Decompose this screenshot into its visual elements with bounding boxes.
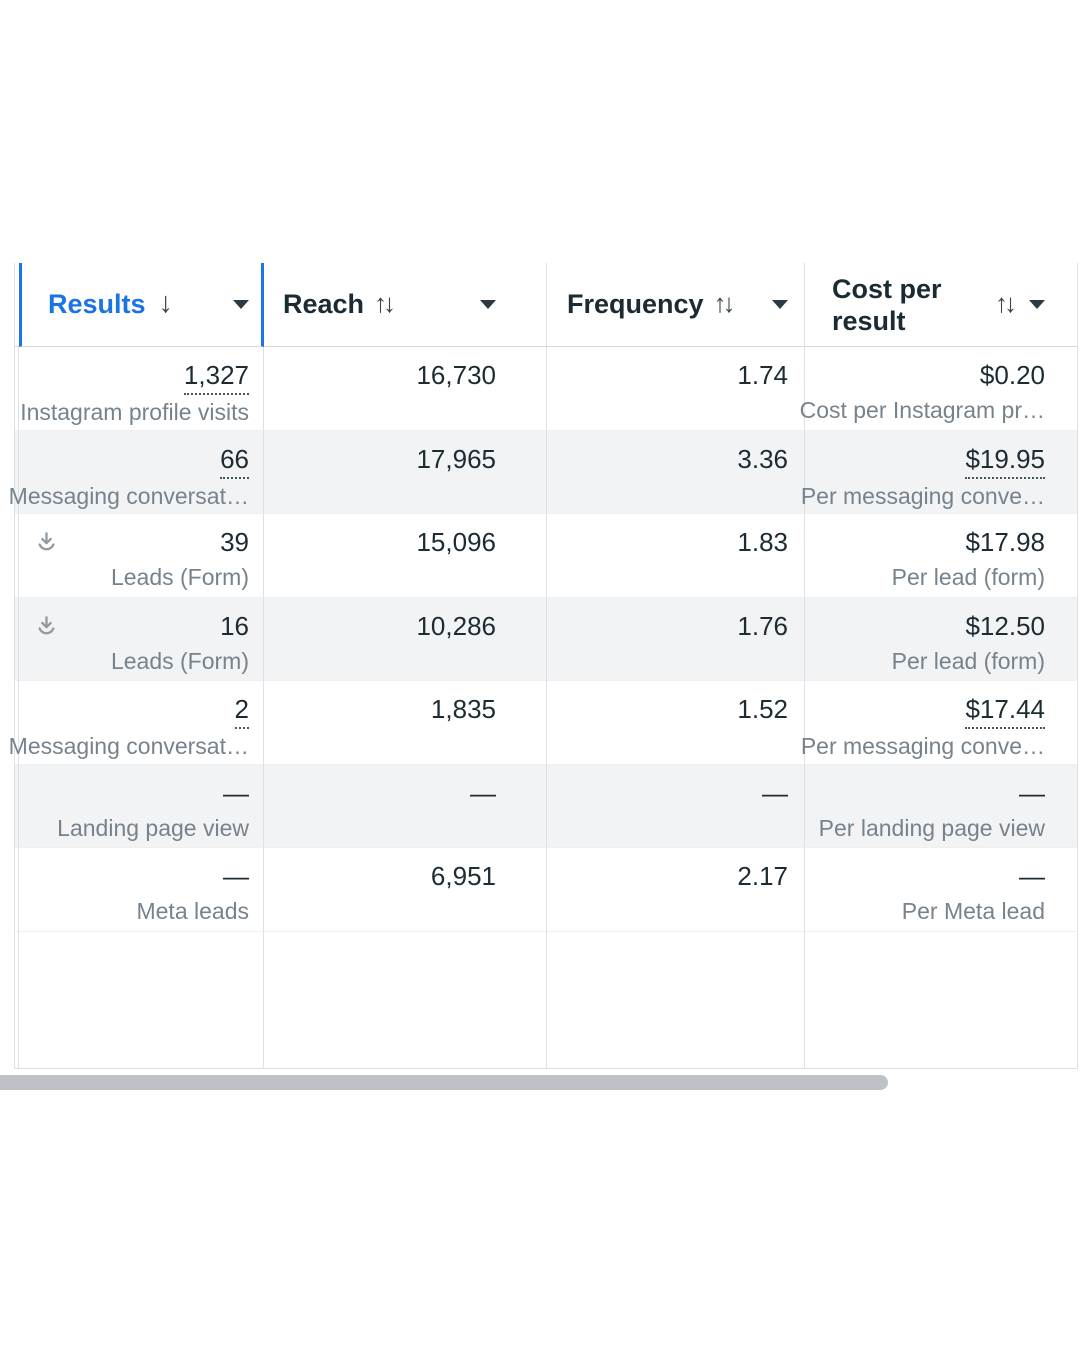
cost-cell xyxy=(805,848,1078,932)
results-value[interactable]: 1,327 xyxy=(184,359,249,395)
results-header-label: Results xyxy=(48,289,146,319)
reach-cell xyxy=(264,681,547,765)
reach-value: 6,951 xyxy=(430,861,496,891)
frequency-header-label: Frequency xyxy=(567,289,704,319)
results-cell xyxy=(19,347,264,431)
results-type-label: Messaging conversat… xyxy=(8,483,249,509)
download-icon[interactable] xyxy=(35,614,58,642)
frequency-value: 2.17 xyxy=(737,861,788,891)
results-value: 39 xyxy=(220,527,249,557)
results-type-label: Leads (Form) xyxy=(110,564,249,590)
cost-cell xyxy=(800,681,1078,765)
results-type-label: Instagram profile visits xyxy=(20,399,249,425)
reach-cell xyxy=(264,514,547,598)
sort-toggle-icon[interactable]: ↑↓ xyxy=(374,288,393,318)
frequency-cell xyxy=(547,598,805,681)
column-header-results[interactable] xyxy=(19,263,264,347)
column-header-reach[interactable] xyxy=(264,263,547,347)
sort-toggle-icon[interactable]: ↑↓ xyxy=(713,288,732,318)
results-cell xyxy=(19,514,264,598)
reach-cell xyxy=(264,431,547,514)
results-value: 16 xyxy=(220,611,249,641)
frequency-cell xyxy=(547,431,805,514)
reach-value: 15,096 xyxy=(416,527,496,557)
cost-value[interactable]: $19.95 xyxy=(965,443,1045,479)
cost-cell xyxy=(799,347,1078,431)
reach-value: 17,965 xyxy=(416,444,496,474)
frequency-value: 3.36 xyxy=(737,444,788,474)
horizontal-scrollbar-thumb[interactable] xyxy=(0,1075,888,1090)
frequency-value: 1.76 xyxy=(737,611,788,641)
frequency-cell xyxy=(547,514,805,598)
cost-value: $0.20 xyxy=(979,360,1045,390)
results-type-label: Landing page view xyxy=(57,815,249,841)
reach-cell xyxy=(264,932,547,1069)
cost-value: — xyxy=(1019,861,1045,891)
results-value[interactable]: 2 xyxy=(235,693,249,729)
results-type-label: Leads (Form) xyxy=(110,648,249,674)
cost-value: $12.50 xyxy=(965,611,1045,641)
cost-value: $17.98 xyxy=(965,527,1045,557)
frequency-cell xyxy=(547,848,805,932)
results-type-label: Messaging conversat… xyxy=(8,733,249,759)
frequency-value: 1.83 xyxy=(737,527,788,557)
results-cell xyxy=(19,765,264,848)
cost-type-label: Per landing page view xyxy=(818,815,1045,841)
reach-cell xyxy=(264,598,547,681)
cost-type-label: Per Meta lead xyxy=(901,898,1045,924)
results-value[interactable]: 66 xyxy=(220,443,249,479)
results-type-label: Meta leads xyxy=(136,898,249,924)
chevron-down-icon[interactable] xyxy=(772,300,788,309)
cost-type-label: Cost per Instagram pr… xyxy=(799,397,1045,423)
results-value: — xyxy=(223,778,249,808)
cost-cell xyxy=(805,765,1078,848)
results-value: — xyxy=(223,861,249,891)
column-header-frequency[interactable] xyxy=(547,263,805,347)
reach-cell xyxy=(264,347,547,431)
cost-value[interactable]: $17.44 xyxy=(965,693,1045,729)
frequency-cell xyxy=(547,765,805,848)
results-cell xyxy=(19,848,264,932)
frequency-cell xyxy=(547,347,805,431)
cost-value: — xyxy=(1019,778,1045,808)
chevron-down-icon[interactable] xyxy=(480,300,496,309)
cost-type-label: Per messaging conve… xyxy=(800,483,1045,509)
download-icon[interactable] xyxy=(35,530,58,558)
cost-type-label: Per messaging conve… xyxy=(800,733,1045,759)
results-cell xyxy=(19,598,264,681)
chevron-down-icon[interactable] xyxy=(233,300,249,309)
reach-cell xyxy=(264,765,547,848)
reach-cell xyxy=(264,848,547,932)
frequency-cell xyxy=(547,681,805,765)
column-header-cost-per-result[interactable] xyxy=(805,263,1078,347)
reach-value: 16,730 xyxy=(416,360,496,390)
reach-value: 1,835 xyxy=(430,694,496,724)
cost-header-label: Cost per result xyxy=(832,273,942,336)
results-cell xyxy=(19,932,264,1069)
cost-type-label: Per lead (form) xyxy=(891,648,1045,674)
reach-value: — xyxy=(470,778,496,808)
cost-type-label: Per lead (form) xyxy=(891,564,1045,590)
frequency-value: 1.74 xyxy=(737,360,788,390)
reach-header-label: Reach xyxy=(283,289,365,319)
sort-descending-icon[interactable]: ↓ xyxy=(158,287,174,319)
results-cell xyxy=(8,431,264,514)
sort-toggle-icon[interactable]: ↑↓ xyxy=(995,288,1013,318)
chevron-down-icon[interactable] xyxy=(1029,300,1045,309)
metrics-table xyxy=(8,263,1078,1069)
cost-cell xyxy=(805,514,1078,598)
frequency-cell xyxy=(547,932,805,1069)
cost-cell xyxy=(800,431,1078,514)
cost-cell xyxy=(805,932,1078,1069)
results-cell xyxy=(8,681,264,765)
cost-cell xyxy=(805,598,1078,681)
frequency-value: 1.52 xyxy=(737,694,788,724)
reach-value: 10,286 xyxy=(416,611,496,641)
frequency-value: — xyxy=(762,778,788,808)
